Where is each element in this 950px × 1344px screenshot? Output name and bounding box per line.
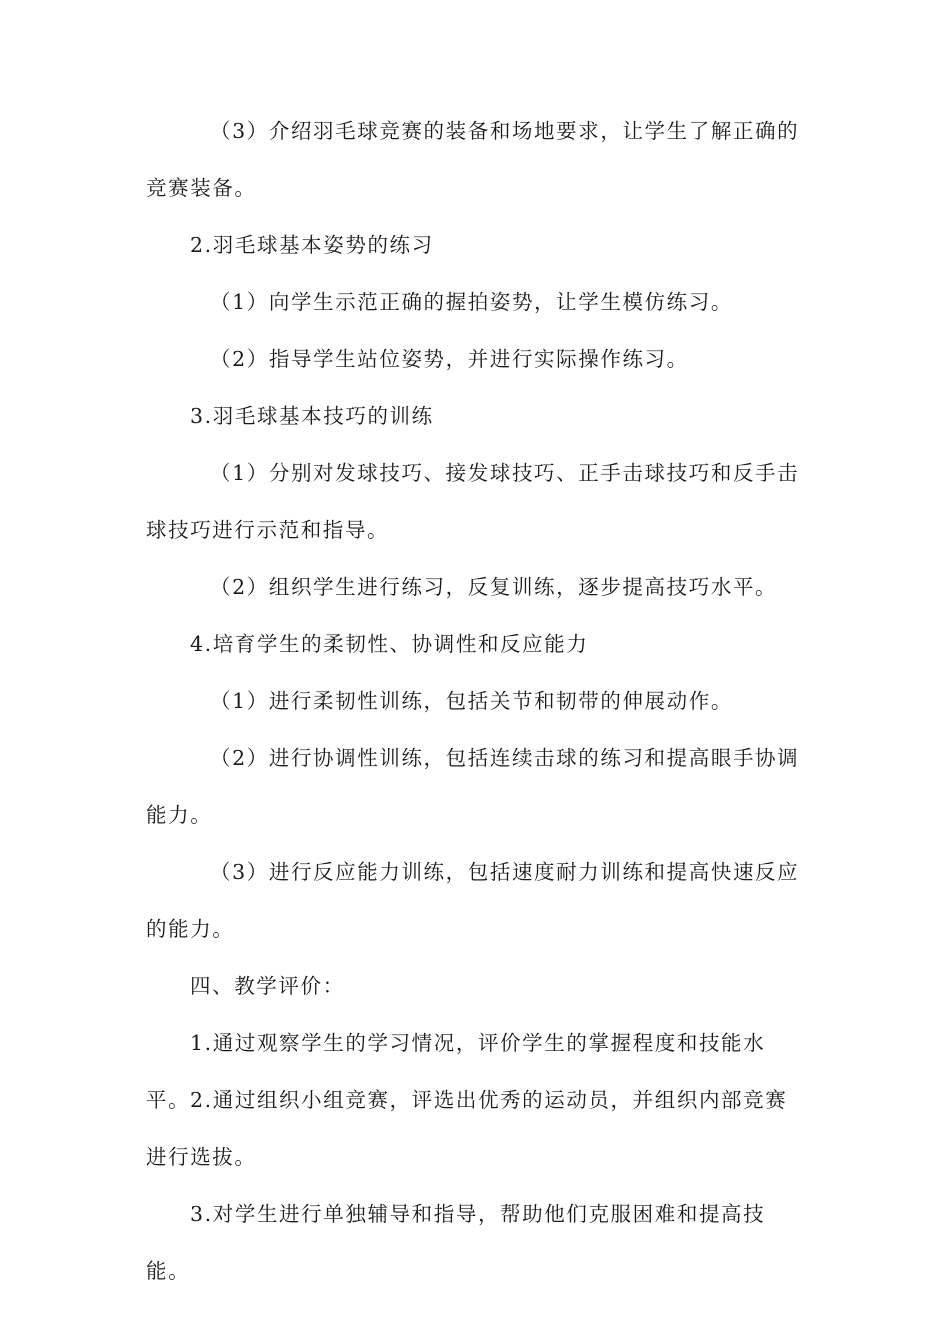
paragraph-skills-demo: （1）分别对发球技巧、接发球技巧、正手击球技巧和反手击球技巧进行示范和指导。 [146, 461, 800, 542]
paragraph-evaluation-observe: 1.通过观察学生的学习情况，评价学生的掌握程度和技能水平。 [146, 1031, 766, 1112]
paragraph-grip-demo: （1）向学生示范正确的握拍姿势，让学生模仿练习。 [210, 290, 733, 314]
paragraph-evaluation-tutoring: 3.对学生进行单独辅导和指导，帮助他们克服困难和提高技能。 [146, 1202, 766, 1283]
section-heading-basic-posture: 2.羽毛球基本姿势的练习 [190, 233, 434, 257]
paragraph-coordination-training: （2）进行协调性训练，包括连续击球的练习和提高眼手协调能力。 [146, 746, 800, 827]
section-heading-basic-skills: 3.羽毛球基本技巧的训练 [190, 404, 434, 428]
paragraph-stance-guide: （2）指导学生站位姿势，并进行实际操作练习。 [210, 347, 689, 371]
paragraph-equipment-intro: （3）介绍羽毛球竞赛的装备和场地要求，让学生了解正确的竞赛装备。 [146, 119, 800, 200]
paragraph-flexibility-training: （1）进行柔韧性训练，包括关节和韧带的伸展动作。 [210, 689, 733, 713]
paragraph-practice: （2）组织学生进行练习，反复训练，逐步提高技巧水平。 [210, 575, 778, 599]
paragraph-evaluation-competition: 2.通过组织小组竞赛，评选出优秀的运动员，并组织内部竞赛进行选拔。 [146, 1088, 788, 1169]
section-heading-evaluation: 四、教学评价： [190, 974, 345, 998]
section-heading-flexibility: 4.培育学生的柔韧性、协调性和反应能力 [190, 632, 589, 656]
paragraph-reaction-training: （3）进行反应能力训练，包括速度耐力训练和提高快速反应的能力。 [146, 860, 800, 941]
